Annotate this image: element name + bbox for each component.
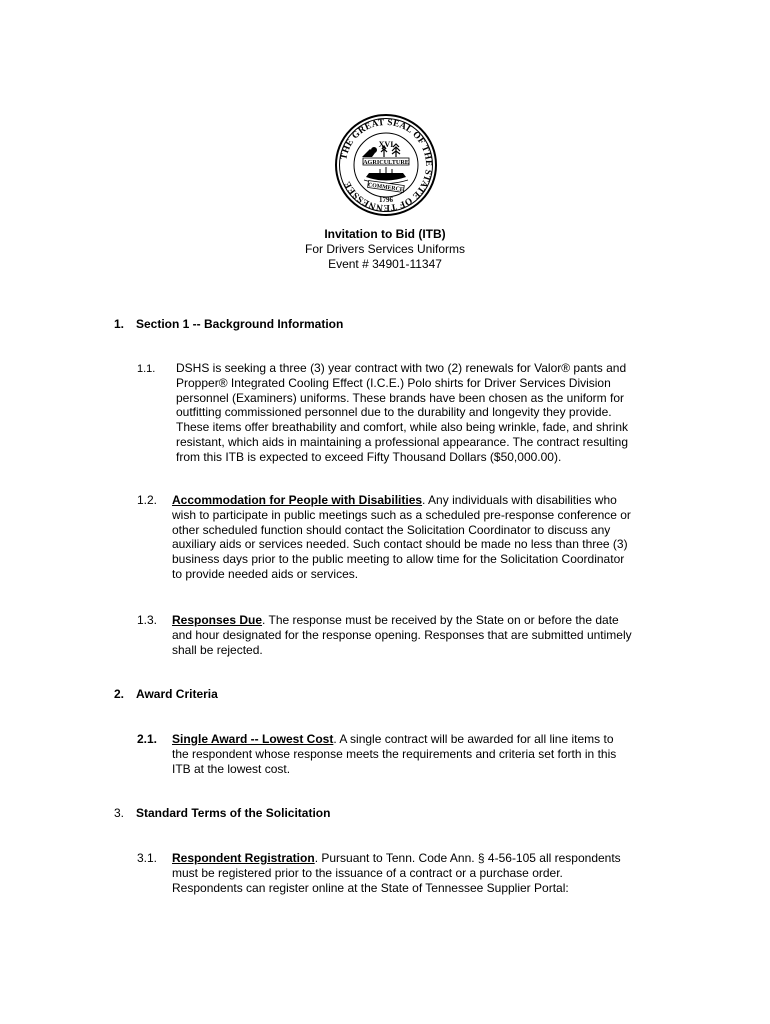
seal-agriculture-label: AGRICULTURE xyxy=(363,158,409,166)
section-1-3-number: 1.3. xyxy=(137,613,158,627)
section-1-1-line: personnel (Examiners) uniforms. These brands have been chosen as the uniform for xyxy=(176,390,625,405)
section-1-2-body xyxy=(172,493,672,582)
section-3-1-first-line: . Pursuant to Tenn. Code Ann. § 4-56-105 all respondents xyxy=(314,851,621,865)
section-1-1-line: DSHS is seeking a three (3) year contract with two (2) renewals for Valor® pants and xyxy=(176,361,627,375)
section-1-1-line: resistant, which aids in maintaining a professional appearance. The contract resulting xyxy=(176,434,629,449)
section-1-1-line: outfitting commissioned personnel due to the durability and longevity they provide. xyxy=(176,405,612,420)
seal-commerce-label: COMMERCE xyxy=(367,182,404,194)
section-1-3-line: and hour designated for the response opening. Responses that are submitted untimely xyxy=(172,627,632,642)
section-1-3-line: shall be rejected. xyxy=(172,642,263,657)
seal-outer-text: THE GREAT SEAL OF THE STATE OF TENNESSEE xyxy=(338,116,435,214)
section-1-3-first-line: . The response must be received by the State on or before the date xyxy=(262,613,619,627)
state-seal xyxy=(334,113,438,217)
section-2-1-line: the respondent whose response meets the requirements and criteria set forth in this xyxy=(172,746,617,761)
section-1-2-line: business days prior to the public meeting to allow time for the Solicitation Coordinator xyxy=(172,552,625,567)
section-2-number: 2. xyxy=(114,687,125,701)
section-1-1-body xyxy=(176,361,676,465)
document-subtitle: For Drivers Services Uniforms xyxy=(304,242,466,256)
section-1-2-line: auxiliary aids or services needed. Such contact should be made no less than three (3) xyxy=(172,537,628,552)
document-title: Invitation to Bid (ITB) xyxy=(324,227,446,241)
section-1-2-number: 1.2. xyxy=(137,493,158,507)
seal-year: 1796 xyxy=(379,196,393,204)
section-1-1-line: from this ITB is expected to exceed Fifty Thousand Dollars ($50,000.00). xyxy=(176,449,562,464)
section-1-3-body xyxy=(172,613,672,657)
section-1-2-heading: Accommodation for People with Disabilities xyxy=(172,493,423,507)
event-number: Event # 34901-11347 xyxy=(328,257,442,271)
section-3-title: Standard Terms of the Solicitation xyxy=(136,806,331,820)
section-2-1-line: ITB at the lowest cost. xyxy=(172,761,291,776)
seal-roman: XVI xyxy=(378,140,394,149)
section-3-1-line: Respondents can register online at the State of Tennessee Supplier Portal: xyxy=(172,880,569,895)
section-2-1-heading: Single Award -- Lowest Cost xyxy=(172,732,334,746)
section-2-title: Award Criteria xyxy=(136,687,218,701)
section-1-2-line: other scheduled function should contact the Solicitation Coordinator to discuss any xyxy=(172,522,611,537)
section-1-1-line: Propper® Integrated Cooling Effect (I.C.E.) Polo shirts for Driver Services Division xyxy=(176,375,611,390)
section-1-2-line: wish to participate in public meetings such as a scheduled pre-response conference or xyxy=(172,507,631,522)
section-3-1-line: must be registered prior to the issuance of a contract or a purchase order. xyxy=(172,865,563,880)
section-1-3-heading: Responses Due xyxy=(172,613,263,627)
section-1-2-first-line: . Any individuals with disabilities who xyxy=(422,493,617,507)
section-2-1-first-line: . A single contract will be awarded for all line items to xyxy=(333,732,614,746)
section-1-2-line: to provide needed aids or services. xyxy=(172,566,359,581)
section-3-number: 3. xyxy=(114,806,125,820)
section-3-1-number: 3.1. xyxy=(137,851,158,865)
section-3-1-heading: Respondent Registration xyxy=(172,851,315,865)
section-2-1-body xyxy=(172,732,672,776)
section-1-title: Section 1 -- Background Information xyxy=(136,317,344,331)
section-2-1-number: 2.1. xyxy=(137,732,158,746)
section-1-number: 1. xyxy=(114,317,125,331)
section-1-1-number: 1.1. xyxy=(137,363,156,375)
section-1-1-line: These items offer breathability and comfort, while also being wrinkle, fade, and shrink xyxy=(176,420,629,435)
section-3-1-body xyxy=(172,851,672,895)
